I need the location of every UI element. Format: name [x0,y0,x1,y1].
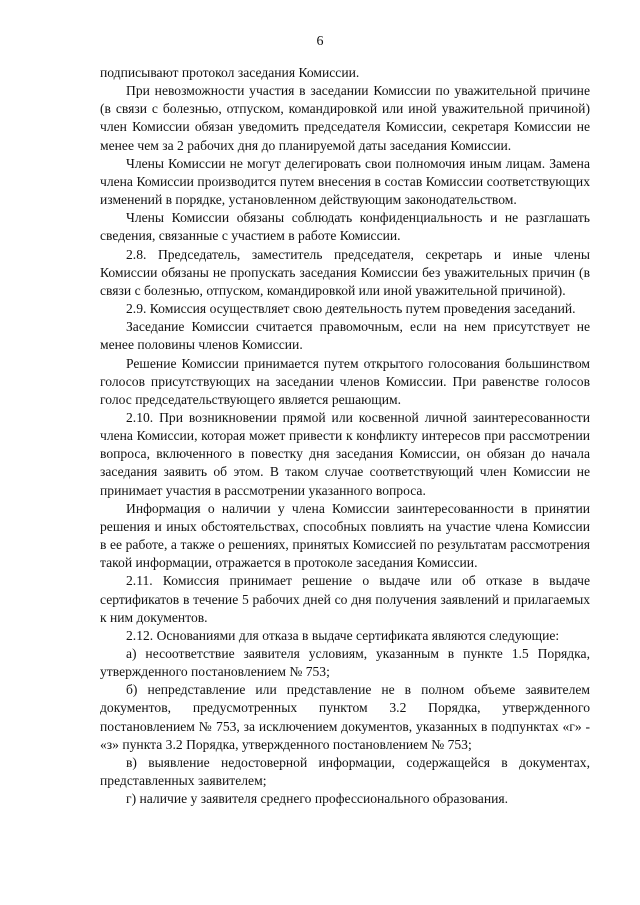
paragraph: 2.10. При возникновении прямой или косвенной личной заинтересованности члена Комиссии, которая может привести к конфликту интересов при рассмотрении вопроса, включенного в повестку дня заседания Комиссии, он обязан до начала заседания заявить об этом. В таком случае соответствующий член Комиссии не принимает участия в рассмотрении указанного вопроса. [100,409,590,498]
paragraph: б) непредставление или представление не в полном объеме заявителем документов, предусмотренных пунктом 3.2 Порядка, утвержденного постановлением № 753, за исключением документов, указанных в подпунктах «г» - «з» пункта 3.2 Порядка, утвержденного постановлением № 753; [100,682,590,752]
document-body [100,64,590,808]
paragraph: Решение Комиссии принимается путем открытого голосования большинством голосов присутствующих на заседании членов Комиссии. При равенстве голосов голос председательствующего является решающим. [100,355,590,407]
paragraph: 2.9. Комиссия осуществляет свою деятельность путем проведения заседаний. [126,301,576,317]
paragraph: Члены Комиссии не могут делегировать свои полномочия иным лицам. Замена члена Комиссии производится путем внесения в состав Комиссии соответствующих изменений в порядке, установленном действующим законодательством. [100,155,590,208]
paragraph: Члены Комиссии обязаны соблюдать конфиденциальность и не разглашать сведения, связанные с участием в работе Комиссии. [100,210,590,244]
paragraph: Заседание Комиссии считается правомочным, если на нем присутствует не менее половины членов Комиссии. [100,319,590,353]
paragraph: подписывают протокол заседания Комиссии. [100,65,360,80]
paragraph: Информация о наличии у члена Комиссии заинтересованности в принятии решения и иных обстоятельствах, способных повлиять на участие члена Комиссии в ее работе, а также о решениях, принятых Комиссией по результатам рассмотрения такой информации, отражается в протоколе заседания Комиссии. [100,500,590,571]
paragraph: а) несоответствие заявителя условиям, указанным в пункте 1.5 Порядка, утвержденного постановлением № 753; [100,646,590,680]
page-number: 6 [316,34,324,49]
paragraph: г) наличие у заявителя среднего профессионального образования. [126,791,509,807]
paragraph: При невозможности участия в заседании Комиссии по уважительной причине (в связи с болезнью, отпуском, командировкой или иной уважительной причиной) член Комиссии обязан уведомить председателя Комиссии, секретаря Комиссии не менее чем за 2 рабочих дня до планируемой даты заседания Комиссии. [100,83,590,153]
paragraph: в) выявление недостоверной информации, содержащейся в документах, представленных заявителем; [100,754,590,789]
paragraph: 2.11. Комиссия принимает решение о выдаче или об отказе в выдаче сертификатов в течение 5 рабочих дней со дня получения заявлений и прилагаемых к ним документов. [100,573,590,625]
paragraph: 2.12. Основаниями для отказа в выдаче сертификата являются следующие: [126,627,560,643]
paragraph: 2.8. Председатель, заместитель председателя, секретарь и иные члены Комиссии обязаны не пропускать заседания Комиссии без уважительных причин (в связи с болезнью, отпуском, командировкой или иной уважительной причиной). [100,246,590,298]
